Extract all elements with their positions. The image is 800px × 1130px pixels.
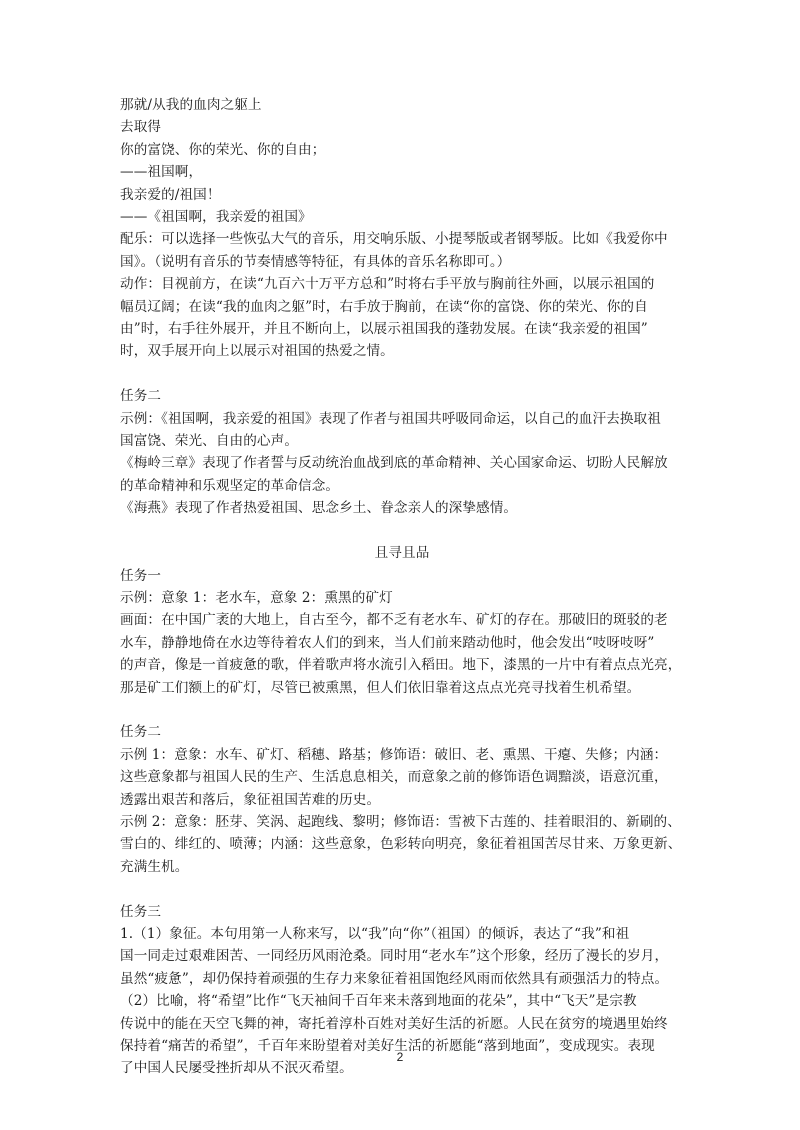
- paragraph-line: 这些意象都与祖国人民的生产、生活息息相关，而意象之前的修饰语色调黯淡，语意沉重，: [120, 769, 668, 786]
- paragraph-line: 示例：《祖国啊，我亲爱的祖国》表现了作者与祖国共呼吸同命运，以自己的血汗去换取祖: [120, 410, 661, 427]
- action-text: 幅员辽阔；在读“我的血肉之躯”时，右手放于胸前，在读“你的富饶、你的荣光、你的自: [120, 298, 648, 315]
- paragraph-line: 的革命精神和乐观坚定的革命信念。: [120, 477, 340, 494]
- blank-line: [120, 520, 684, 542]
- paragraph-line: 充满生机。: [120, 858, 189, 875]
- paragraph-line: 《海燕》表现了作者热爱祖国、思念乡土、眷念亲人的深挚感情。: [120, 500, 518, 517]
- blank-line: [120, 699, 684, 721]
- poem-line: ——祖国啊，: [120, 164, 203, 181]
- page-number: 2: [396, 1050, 404, 1064]
- paragraph-line: 传说中的能在天空飞舞的神，寄托着淳朴百姓对美好生活的祈愿。人民在贫穷的境遇里始终: [120, 1015, 668, 1032]
- action-text: 动作：目视前方，在读“九百六十万平方总和”时将右手平放与胸前往外画，以展示祖国的: [120, 276, 655, 293]
- section-title: 且寻且品: [374, 545, 430, 562]
- paragraph-line: 示例 1：意象：水车、矿灯、稻穗、路基；修饰语：破旧、老、熏黑、干瘪、失修；内涵：: [120, 746, 668, 763]
- paragraph-line: 示例 2：意象：胚芽、笑涡、起跑线、黎明；修饰语：雪被下古莲的、挂着眼泪的、新刷的、: [120, 813, 681, 830]
- blank-line: [120, 363, 684, 385]
- paragraph-line: 示例：意象 1：老水车，意象 2：熏黑的矿灯: [120, 589, 393, 606]
- poem-line: 去取得: [120, 119, 162, 136]
- paragraph-line: 那是矿工们额上的矿灯，尽管已被熏黑，但人们依旧靠着这点点光亮寻找着生机希望。: [120, 679, 641, 696]
- paragraph-line: 1.（1）象征。本句用第一人称来写，以“我”向“你”（祖国）的倾诉，表达了“我”和祖: [120, 925, 630, 942]
- paragraph-line: （2）比喻，将“希望”比作“飞天袖间千百年来未落到地面的花朵”，其中“飞天”是宗教: [120, 993, 637, 1010]
- music-text: 配乐：可以选择一些恢弘大气的音乐，用交响乐版、小提琴版或者钢琴版。比如《我爱你中: [120, 231, 668, 248]
- task-heading: 任务一: [120, 567, 162, 584]
- music-text: 国》。（说明有音乐的节奏情感等特征，有具体的音乐名称即可。）: [120, 253, 511, 270]
- poem-line: 那就/从我的血肉之躯上: [120, 97, 262, 113]
- paragraph-line: 的声音，像是一首疲惫的歌，伴着歌声将水流引入稻田。地下，漆黑的一片中有着点点光亮，: [120, 657, 682, 674]
- paragraph-line: 了中国人民屡受挫折却从不泯灭希望。: [120, 1060, 353, 1077]
- paragraph-line: 保持着“痛苦的希望”，千百年来盼望着对美好生活的祈愿能“落到地面”，变成现实。表现: [120, 1038, 655, 1054]
- task-heading: 任务二: [120, 724, 162, 741]
- paragraph-line: 画面：在中国广袤的大地上，自古至今，都不乏有老水车、矿灯的存在。那破旧的斑驳的老: [120, 612, 668, 629]
- paragraph-line: 水车，静静地倚在水边等待着农人们的到来，当人们前来踏动他时，他会发出“吱呀吱呀”: [120, 634, 655, 651]
- paragraph-line: 国一同走过艰难困苦、一同经历风雨沧桑。同时用“老水车”这个形象，经历了漫长的岁月，: [120, 948, 669, 965]
- action-text: 时，双手展开向上以展示对祖国的热爱之情。: [120, 343, 394, 360]
- blank-line: [120, 878, 684, 900]
- paragraph-line: 虽然“疲惫”，却仍保持着顽强的生存力来象征着祖国饱经风雨而依然具有顽强活力的特点。: [120, 970, 669, 987]
- poem-source: ——《祖国啊，我亲爱的祖国》: [120, 209, 312, 226]
- task-heading: 任务三: [120, 903, 162, 920]
- document-body: [120, 94, 684, 1080]
- task-heading: 任务二: [120, 388, 162, 405]
- poem-line: 你的富饶、你的荣光、你的自由；: [120, 141, 326, 158]
- paragraph-line: 雪白的、绯红的、喷薄；内涵：这些意象，色彩转向明亮，象征着祖国苦尽甘来、万象更新、: [120, 836, 682, 853]
- paragraph-line: 透露出艰苦和落后，象征祖国苦难的历史。: [120, 791, 381, 808]
- paragraph-line: 国富饶、荣光、自由的心声。: [120, 433, 299, 450]
- poem-line: 我亲爱的/祖国！: [120, 186, 221, 203]
- action-text: 由”时，右手往外展开，并且不断向上，以展示祖国我的蓬勃发展。在读“我亲爱的祖国”: [120, 321, 648, 338]
- paragraph-line: 《梅岭三章》表现了作者誓与反动统治血战到底的革命精神、关心国家命运、切盼人民解放: [120, 455, 668, 472]
